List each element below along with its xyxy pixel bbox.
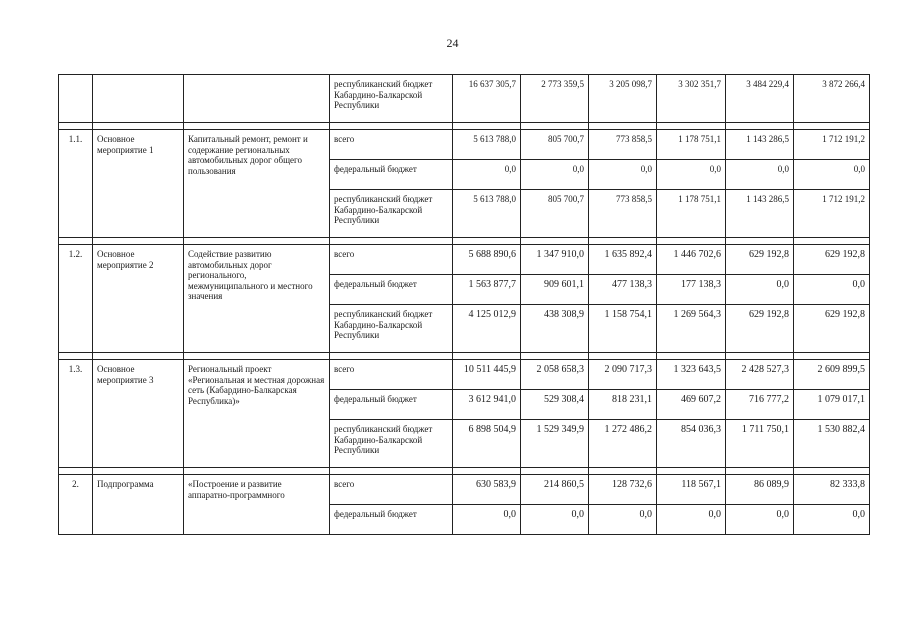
- separator-cell: [657, 353, 726, 360]
- value-cell: 0,0: [794, 275, 870, 305]
- funding-source-cell: всего: [330, 245, 453, 275]
- value-cell: 529 308,4: [521, 390, 589, 420]
- value-cell: 3 205 098,7: [589, 75, 657, 123]
- value-cell: 5 613 788,0: [453, 190, 521, 238]
- value-cell: 1 158 754,1: [589, 305, 657, 353]
- value-cell: 177 138,3: [657, 275, 726, 305]
- type-cell: Основное мероприятие 2: [93, 245, 184, 353]
- separator-cell: [589, 123, 657, 130]
- funding-source-cell: всего: [330, 130, 453, 160]
- value-cell: 773 858,5: [589, 130, 657, 160]
- value-cell: 477 138,3: [589, 275, 657, 305]
- separator-cell: [794, 123, 870, 130]
- name-cell: Капитальный ремонт, ремонт и содержание региональных автомобильных дорог общего пользования: [184, 130, 330, 238]
- value-cell: 1 712 191,2: [794, 190, 870, 238]
- value-cell: 1 711 750,1: [726, 420, 794, 468]
- separator-cell: [453, 238, 521, 245]
- name-cell: Региональный проект «Региональная и местная дорожная сеть (Кабардино-Балкарская Республика)»: [184, 360, 330, 468]
- value-cell: 1 143 286,5: [726, 190, 794, 238]
- value-cell: 629 192,8: [794, 305, 870, 353]
- table-row: [59, 75, 870, 123]
- value-cell: 1 143 286,5: [726, 130, 794, 160]
- value-cell: 128 732,6: [589, 475, 657, 505]
- row-separator: [59, 468, 870, 475]
- value-cell: 854 036,3: [657, 420, 726, 468]
- value-cell: 5 613 788,0: [453, 130, 521, 160]
- value-cell: 16 637 305,7: [453, 75, 521, 123]
- separator-cell: [657, 123, 726, 130]
- funding-source-cell: федеральный бюджет: [330, 390, 453, 420]
- separator-cell: [93, 238, 184, 245]
- value-cell: 1 563 877,7: [453, 275, 521, 305]
- value-cell: 0,0: [589, 505, 657, 535]
- separator-cell: [726, 468, 794, 475]
- budget-table: [58, 74, 870, 535]
- value-cell: 2 428 527,3: [726, 360, 794, 390]
- separator-cell: [521, 123, 589, 130]
- value-cell: 3 872 266,4: [794, 75, 870, 123]
- separator-cell: [794, 468, 870, 475]
- separator-cell: [726, 353, 794, 360]
- value-cell: 0,0: [726, 275, 794, 305]
- separator-cell: [726, 238, 794, 245]
- separator-cell: [93, 123, 184, 130]
- separator-cell: [59, 238, 93, 245]
- separator-cell: [589, 353, 657, 360]
- value-cell: 1 635 892,4: [589, 245, 657, 275]
- funding-source-cell: республиканский бюджет Кабардино-Балкарской Республики: [330, 190, 453, 238]
- value-cell: 0,0: [453, 505, 521, 535]
- value-cell: 805 700,7: [521, 130, 589, 160]
- value-cell: 1 178 751,1: [657, 190, 726, 238]
- separator-cell: [589, 468, 657, 475]
- value-cell: 0,0: [521, 505, 589, 535]
- separator-cell: [453, 468, 521, 475]
- value-cell: 0,0: [521, 160, 589, 190]
- value-cell: 1 323 643,5: [657, 360, 726, 390]
- funding-source-cell: всего: [330, 475, 453, 505]
- separator-cell: [184, 238, 330, 245]
- table-row: [59, 475, 870, 505]
- value-cell: 10 511 445,9: [453, 360, 521, 390]
- value-cell: 630 583,9: [453, 475, 521, 505]
- name-cell: Содействие развитию автомобильных дорог регионального, межмуниципального и местного значения: [184, 245, 330, 353]
- funding-source-cell: республиканский бюджет Кабардино-Балкарской Республики: [330, 420, 453, 468]
- separator-cell: [794, 238, 870, 245]
- separator-cell: [330, 353, 453, 360]
- separator-cell: [521, 238, 589, 245]
- value-cell: 118 567,1: [657, 475, 726, 505]
- value-cell: 1 530 882,4: [794, 420, 870, 468]
- type-cell: Основное мероприятие 3: [93, 360, 184, 468]
- value-cell: 1 272 486,2: [589, 420, 657, 468]
- value-cell: 6 898 504,9: [453, 420, 521, 468]
- separator-cell: [330, 238, 453, 245]
- code-cell: [59, 75, 93, 123]
- funding-source-cell: федеральный бюджет: [330, 505, 453, 535]
- separator-cell: [521, 353, 589, 360]
- value-cell: 0,0: [726, 505, 794, 535]
- value-cell: 3 302 351,7: [657, 75, 726, 123]
- value-cell: 805 700,7: [521, 190, 589, 238]
- separator-cell: [330, 123, 453, 130]
- value-cell: 909 601,1: [521, 275, 589, 305]
- value-cell: 4 125 012,9: [453, 305, 521, 353]
- separator-cell: [59, 468, 93, 475]
- row-separator: [59, 353, 870, 360]
- value-cell: 0,0: [657, 160, 726, 190]
- value-cell: 1 079 017,1: [794, 390, 870, 420]
- code-cell: 1.2.: [59, 245, 93, 353]
- value-cell: 1 529 349,9: [521, 420, 589, 468]
- value-cell: 5 688 890,6: [453, 245, 521, 275]
- separator-cell: [330, 468, 453, 475]
- funding-source-cell: республиканский бюджет Кабардино-Балкарской Республики: [330, 75, 453, 123]
- separator-cell: [184, 123, 330, 130]
- value-cell: 3 484 229,4: [726, 75, 794, 123]
- value-cell: 2 058 658,3: [521, 360, 589, 390]
- separator-cell: [59, 123, 93, 130]
- type-cell: Основное мероприятие 1: [93, 130, 184, 238]
- code-cell: 1.3.: [59, 360, 93, 468]
- page-number: 24: [446, 36, 459, 50]
- type-cell: [93, 75, 184, 123]
- value-cell: 2 609 899,5: [794, 360, 870, 390]
- separator-cell: [657, 238, 726, 245]
- separator-cell: [59, 353, 93, 360]
- table-body: [59, 75, 870, 535]
- row-separator: [59, 238, 870, 245]
- value-cell: 438 308,9: [521, 305, 589, 353]
- separator-cell: [589, 238, 657, 245]
- value-cell: 629 192,8: [726, 245, 794, 275]
- table-row: [59, 130, 870, 160]
- name-cell: [184, 75, 330, 123]
- row-separator: [59, 123, 870, 130]
- value-cell: 1 446 702,6: [657, 245, 726, 275]
- value-cell: 469 607,2: [657, 390, 726, 420]
- separator-cell: [521, 468, 589, 475]
- value-cell: 214 860,5: [521, 475, 589, 505]
- separator-cell: [184, 353, 330, 360]
- separator-cell: [726, 123, 794, 130]
- type-cell: Подпрограмма: [93, 475, 184, 535]
- value-cell: 0,0: [726, 160, 794, 190]
- value-cell: 1 712 191,2: [794, 130, 870, 160]
- value-cell: 0,0: [794, 505, 870, 535]
- separator-cell: [93, 468, 184, 475]
- value-cell: 2 773 359,5: [521, 75, 589, 123]
- table-row: [59, 245, 870, 275]
- value-cell: 1 178 751,1: [657, 130, 726, 160]
- separator-cell: [184, 468, 330, 475]
- value-cell: 0,0: [589, 160, 657, 190]
- separator-cell: [453, 123, 521, 130]
- value-cell: 86 089,9: [726, 475, 794, 505]
- funding-source-cell: федеральный бюджет: [330, 275, 453, 305]
- value-cell: 716 777,2: [726, 390, 794, 420]
- separator-cell: [93, 353, 184, 360]
- code-cell: 1.1.: [59, 130, 93, 238]
- value-cell: 818 231,1: [589, 390, 657, 420]
- value-cell: 0,0: [657, 505, 726, 535]
- value-cell: 1 347 910,0: [521, 245, 589, 275]
- separator-cell: [453, 353, 521, 360]
- value-cell: 773 858,5: [589, 190, 657, 238]
- code-cell: 2.: [59, 475, 93, 535]
- value-cell: 3 612 941,0: [453, 390, 521, 420]
- separator-cell: [657, 468, 726, 475]
- value-cell: 629 192,8: [726, 305, 794, 353]
- value-cell: 0,0: [453, 160, 521, 190]
- value-cell: 629 192,8: [794, 245, 870, 275]
- funding-source-cell: республиканский бюджет Кабардино-Балкарской Республики: [330, 305, 453, 353]
- value-cell: 1 269 564,3: [657, 305, 726, 353]
- value-cell: 0,0: [794, 160, 870, 190]
- name-cell: «Построение и развитие аппаратно-программного: [184, 475, 330, 535]
- funding-source-cell: федеральный бюджет: [330, 160, 453, 190]
- separator-cell: [794, 353, 870, 360]
- value-cell: 82 333,8: [794, 475, 870, 505]
- table-row: [59, 360, 870, 390]
- value-cell: 2 090 717,3: [589, 360, 657, 390]
- funding-source-cell: всего: [330, 360, 453, 390]
